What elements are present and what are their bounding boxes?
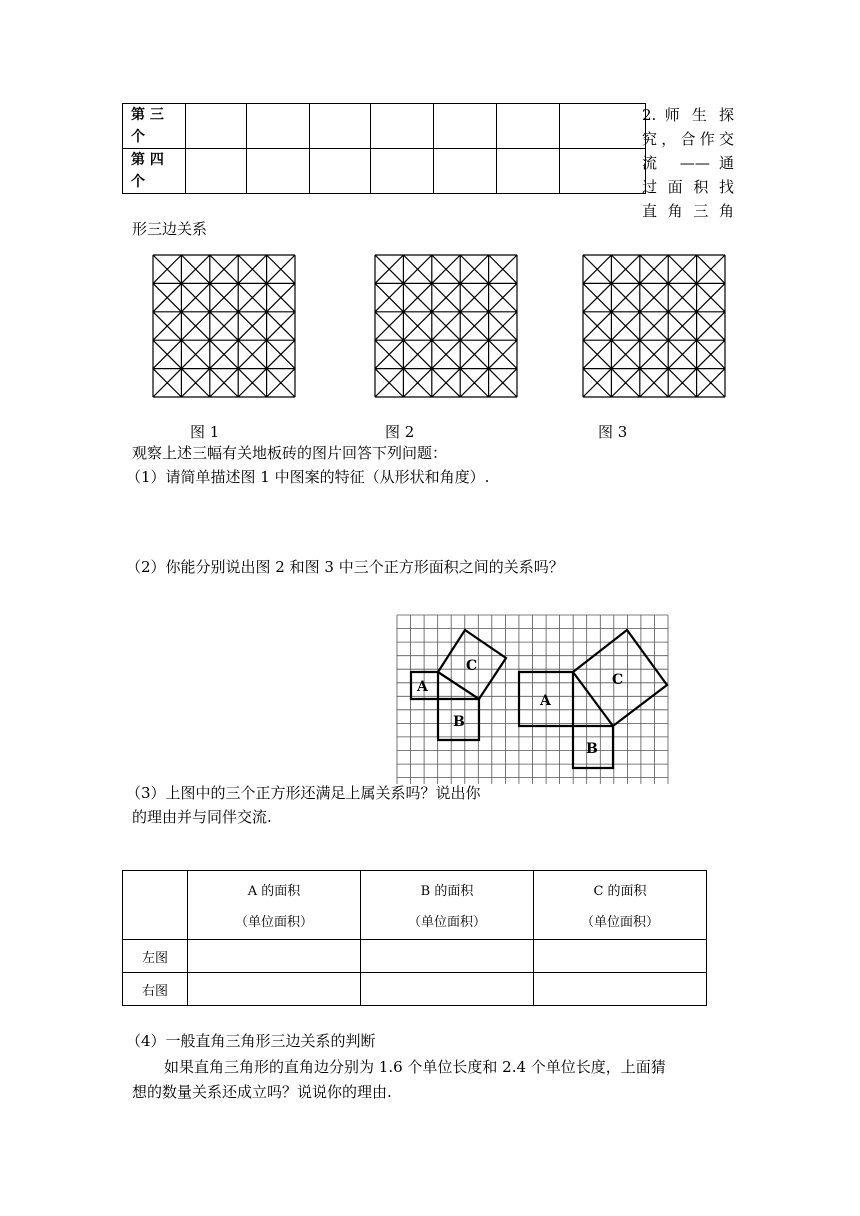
question-1: （1）请简单描述图 1 中图案的特征（从形状和角度）. [126,468,490,486]
label-b-left: B [453,714,465,730]
side-line: 究，合作交 [642,130,734,148]
question-4-line2: 想的数量关系还成立吗？说说你的理由. [132,1083,392,1101]
table-row [123,149,646,194]
question-2: （2）你能分别说出图 2 和图 3 中三个正方形面积之间的关系吗？ [126,558,564,576]
question-4-line1: 如果直角三角形的直角边分别为 1.6 个单位长度和 2.4 个单位长度，上面猜 [164,1058,666,1076]
top-table [122,103,646,194]
row-label [123,104,186,149]
table-header-row [123,871,707,940]
intro-text: 观察上述三幅有关地板砖的图片回答下列问题： [132,444,448,462]
figure-caption-2: 图 2 [385,423,415,441]
tile-lines [375,255,517,397]
row-label: 右图 [123,973,188,1006]
row-label [123,149,186,194]
label-c-left: C [466,658,478,674]
row-label: 左图 [123,940,188,973]
figure-caption-1: 图 1 [190,423,220,441]
row-label-line2: 个 [131,129,145,145]
question-3-line2: 的理由并与同伴交流. [132,808,272,826]
row-label-line1: 第 四 [131,152,164,168]
header-c [534,871,707,940]
label-b-right: B [586,741,598,757]
table-row [123,973,707,1006]
header-unit: （单位面积） [580,915,659,930]
tile-figure-2 [374,254,519,399]
header-unit: （单位面积） [407,915,486,930]
header-a [188,871,361,940]
tile-lines [583,255,725,397]
row-label-line1: 第 三 [131,107,164,123]
question-3-line1: （3）上图中的三个正方形还满足上属关系吗？说出你 [126,784,481,802]
side-line: 2. 师 生 探 [642,106,734,124]
row-label-line2: 个 [131,174,145,190]
tile-figure-1 [152,254,297,399]
side-text-continuation: 形三边关系 [132,220,208,238]
header-unit: （单位面积） [234,915,313,930]
side-line: 过 面 积 找 [642,178,734,196]
header-title: A 的面积 [247,884,301,899]
side-line: 流 ——通 [642,154,734,172]
side-text [642,103,734,223]
label-c-right: C [612,672,624,688]
tile-figure-3 [582,254,727,399]
label-a-right: A [540,693,551,709]
figure-caption-3: 图 3 [598,423,628,441]
side-line: 直 角 三 角 [642,202,734,220]
header-title: B 的面积 [420,884,474,899]
header-b [361,871,534,940]
area-table [122,870,707,1006]
table-row [123,104,646,149]
header-title: C 的面积 [593,884,647,899]
label-a-left: A [417,679,428,695]
question-4-title: （4）一般直角三角形三边关系的判断 [126,1032,376,1050]
tile-lines [153,255,295,397]
square-grid-figure [396,614,670,786]
squares [411,630,667,768]
table-row [123,940,707,973]
